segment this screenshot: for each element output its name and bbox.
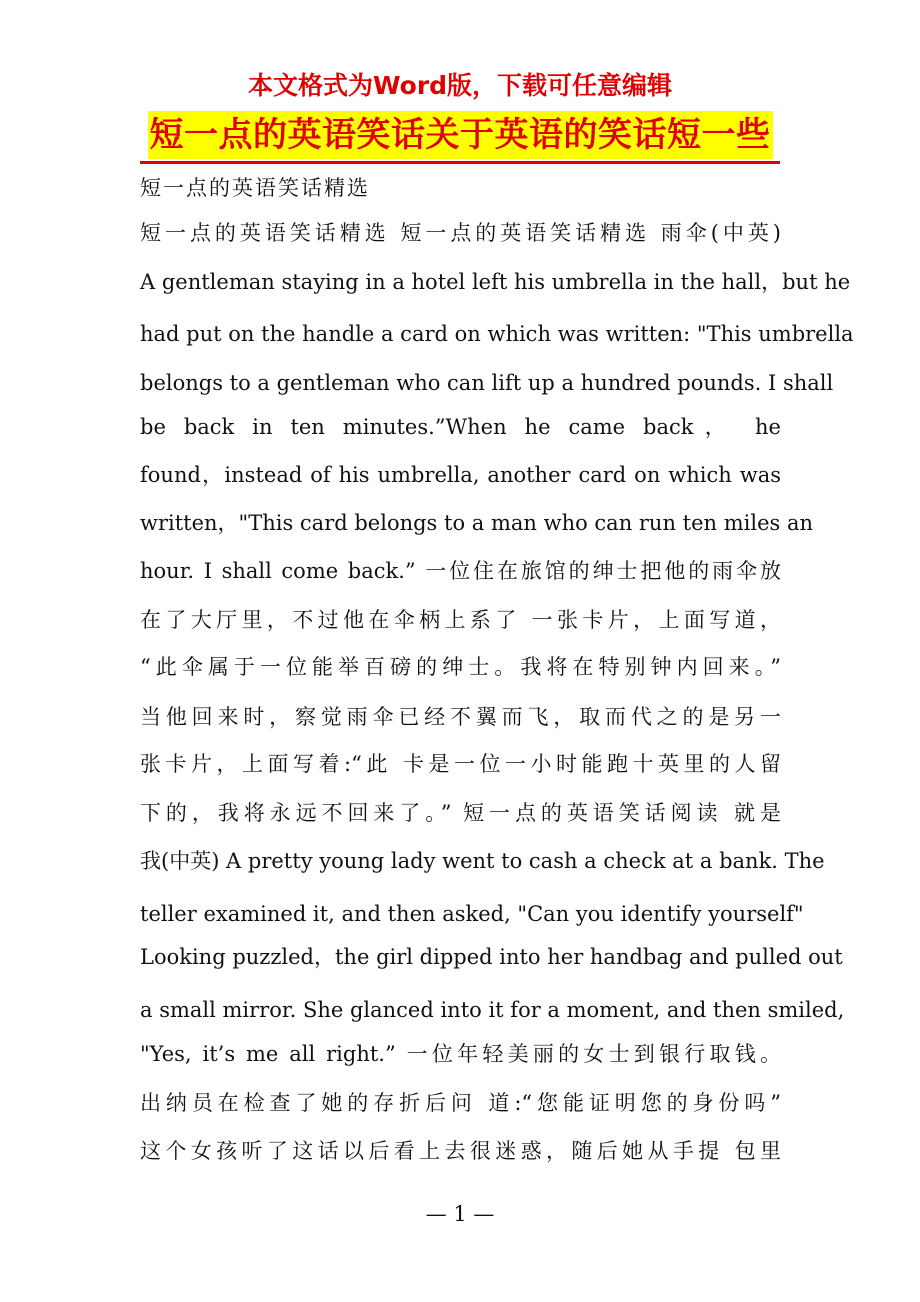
text-line: belongs to a gentleman who can lift up a hundred pounds. I shall xyxy=(140,371,834,395)
text-line: 张卡片，上面写着:“此 卡是一位一小时能跑十英里的人留 xyxy=(140,752,781,776)
text-line: 在了大厅里，不过他在伞柄上系了 一张卡片，上面写道， xyxy=(140,608,781,632)
text-line: teller examined it, and then asked, "Can you identify yourself" xyxy=(140,902,804,926)
text-line: “此伞属于一位能举百磅的绅士。我将在特别钟内回来。” xyxy=(140,655,781,679)
text-line: be back in ten minutes.”When he came back， he xyxy=(140,415,781,439)
text-line: Looking puzzled，the girl dipped into her handbag and pulled out xyxy=(140,945,843,969)
text-line: 短一点的英语笑话精选 短一点的英语笑话精选 雨伞(中英) xyxy=(140,221,781,245)
text-line: "Yes, it’s me all right.” 一位年轻美丽的女士到银行取钱。 xyxy=(140,1042,781,1066)
text-line: a small mirror. She glanced into it for a moment, and then smiled, xyxy=(140,998,845,1022)
text-line: 下的，我将永远不回来了。” 短一点的英语笑话阅读 就是 xyxy=(140,801,781,825)
text-line: 出纳员在检查了她的存折后问 道:“您能证明您的身份吗” xyxy=(140,1091,781,1115)
section-subtitle: 短一点的英语笑话精选 xyxy=(140,176,370,200)
text-line: A gentleman staying in a hotel left his umbrella in the hall，but he xyxy=(140,270,851,294)
text-line: 我(中英) A pretty young lady went to cash a check at a bank. The xyxy=(140,849,825,873)
text-line: 这个女孩听了这话以后看上去很迷惑，随后她从手提 包里 xyxy=(140,1139,781,1163)
text-line: found，instead of his umbrella, another card on which was xyxy=(140,463,781,487)
format-notice: 本文格式为Word版，下载可任意编辑 xyxy=(247,71,673,100)
page-number: — 1 — xyxy=(425,1202,495,1226)
text-line: written，"This card belongs to a man who can run ten miles an xyxy=(140,511,813,535)
text-line: hour. I shall come back.” 一位住在旅馆的绅士把他的雨伞放 xyxy=(140,559,781,583)
text-line: had put on the handle a card on which was written: "This umbrella xyxy=(140,322,854,346)
text-line: 当他回来时，察觉雨伞已经不翼而飞，取而代之的是另一 xyxy=(140,705,781,729)
document-title: 短一点的英语笑话关于英语的笑话短一些 xyxy=(148,111,773,159)
title-block xyxy=(140,111,780,164)
